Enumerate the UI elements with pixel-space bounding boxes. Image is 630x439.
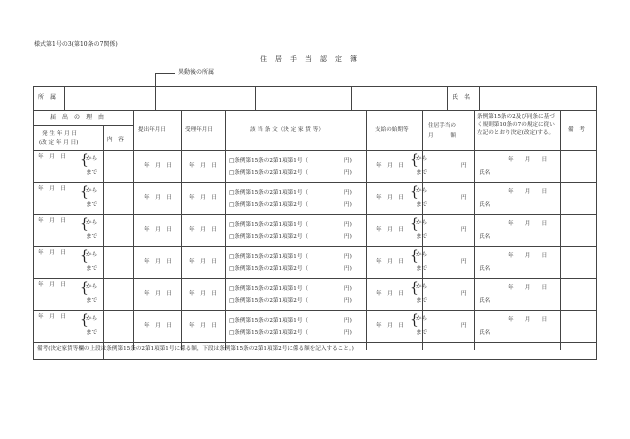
period-until-label: まで [416, 170, 428, 176]
submission-date-value: 年 月 日 [144, 323, 172, 329]
from-label: から [86, 188, 98, 194]
col-divider-submission [133, 110, 134, 350]
clause1-yen: 円) [344, 190, 352, 196]
top-row-border-top [33, 86, 597, 87]
submission-date-value: 年 月 日 [144, 227, 172, 233]
col-divider-content [103, 125, 104, 360]
clause2-checkbox[interactable]: □条例第15条の2第1項第2号（ [229, 234, 309, 240]
from-label: から [86, 220, 98, 226]
period-until-label: まで [416, 266, 428, 272]
col-divider-period [366, 110, 367, 350]
table-bottom-border [33, 359, 597, 360]
occurrence-date-value: 年 月 日 [38, 186, 66, 192]
clause1-yen: 円) [344, 254, 352, 260]
decision-name-label: 氏名 [479, 266, 491, 272]
from-label: から [86, 284, 98, 290]
footer-note: 備考(決定家賃等欄の上段は条例第15条の2第1項第1号に係る額，下段は条例第15条の2第1項第2号に係る額を記入すること。) [37, 346, 354, 352]
clause2-checkbox[interactable]: □条例第15条の2第1項第2号（ [229, 298, 309, 304]
bracket-icon: { [80, 280, 89, 296]
monthly-amount-yen: 円 [461, 195, 467, 201]
submission-date-value: 年 月 日 [144, 259, 172, 265]
table-right-border [596, 86, 597, 360]
occurrence-date-header: 発 生 年 月 日 [42, 131, 78, 137]
remarks-header: 備 考 [568, 127, 585, 133]
period-bracket-icon: { [410, 184, 419, 200]
period-bracket-icon: { [410, 312, 419, 328]
period-until-label: まで [416, 330, 428, 336]
row-border [33, 310, 597, 311]
monthly-amount-yen: 円 [461, 163, 467, 169]
top-divider-4 [447, 86, 448, 110]
payment-period-value: 年 月 日 [376, 291, 404, 297]
decision-name-label: 氏名 [479, 298, 491, 304]
occurrence-date-value: 年 月 日 [38, 282, 66, 288]
reason-header-divider [33, 125, 133, 126]
period-until-label: まで [416, 298, 428, 304]
decision-name-label: 氏名 [479, 170, 491, 176]
form-number: 様式第1号の3(第10条の7関係) [34, 41, 118, 48]
receipt-date-value: 年 月 日 [189, 323, 217, 329]
monthly-amount-yen: 円 [461, 323, 467, 329]
receipt-date-value: 年 月 日 [189, 291, 217, 297]
until-label: まで [86, 202, 98, 208]
col-divider-amount [422, 110, 423, 350]
top-row-border-bottom [33, 110, 597, 111]
revision-date-header: (改 定 年 月 日) [39, 140, 79, 146]
until-label: まで [86, 330, 98, 336]
submission-date-header: 提出年月日 [138, 127, 166, 133]
occurrence-date-value: 年 月 日 [38, 154, 66, 160]
decision-name-label: 氏名 [479, 202, 491, 208]
affiliation-divider [64, 86, 65, 110]
row-border [33, 182, 597, 183]
period-from-label: から [416, 220, 428, 226]
period-from-label: から [416, 156, 428, 162]
until-label: まで [86, 298, 98, 304]
period-from-label: から [416, 188, 428, 194]
clause1-yen: 円) [344, 286, 352, 292]
receipt-date-header: 受理年月日 [185, 127, 213, 133]
clause1-checkbox[interactable]: □条例第15条の2第1項第1号（ [229, 158, 309, 164]
clause1-yen: 円) [344, 222, 352, 228]
clause2-checkbox[interactable]: □条例第15条の2第1項第2号（ [229, 266, 309, 272]
receipt-date-value: 年 月 日 [189, 259, 217, 265]
top-divider-5 [479, 86, 480, 110]
payment-period-value: 年 月 日 [376, 259, 404, 265]
monthly-amount-header-1: 住居手当の [428, 123, 456, 129]
decision-date-value: 年 月 日 [508, 253, 548, 259]
payment-period-value: 年 月 日 [376, 323, 404, 329]
payment-period-value: 年 月 日 [376, 227, 404, 233]
monthly-amount-yen: 円 [461, 259, 467, 265]
notification-reason-header: 届 出 の 理 由 [50, 114, 105, 121]
from-label: から [86, 252, 98, 258]
transfer-bracket-top [155, 73, 175, 74]
submission-date-value: 年 月 日 [144, 291, 172, 297]
from-label: から [86, 156, 98, 162]
clause1-yen: 円) [344, 158, 352, 164]
period-bracket-icon: { [410, 152, 419, 168]
clause1-checkbox[interactable]: □条例第15条の2第1項第1号（ [229, 286, 309, 292]
row-border [33, 278, 597, 279]
period-until-label: まで [416, 234, 428, 240]
until-label: まで [86, 266, 98, 272]
payment-period-value: 年 月 日 [376, 195, 404, 201]
top-divider-3 [351, 86, 352, 110]
clause1-checkbox[interactable]: □条例第15条の2第1項第1号（ [229, 254, 309, 260]
clause1-checkbox[interactable]: □条例第15条の2第1項第1号（ [229, 318, 309, 324]
top-divider-1 [155, 86, 156, 110]
clause2-checkbox[interactable]: □条例第15条の2第1項第2号（ [229, 202, 309, 208]
name-label: 氏 名 [452, 94, 471, 101]
bracket-icon: { [80, 152, 89, 168]
row-border [33, 246, 597, 247]
clause1-checkbox[interactable]: □条例第15条の2第1項第1号（ [229, 190, 309, 196]
clause2-yen: 円) [344, 266, 352, 272]
submission-date-value: 年 月 日 [144, 163, 172, 169]
footer-border-top [33, 342, 597, 343]
content-header: 内 容 [107, 137, 124, 143]
period-bracket-icon: { [410, 216, 419, 232]
top-divider-2 [255, 86, 256, 110]
decision-date-value: 年 月 日 [508, 317, 548, 323]
row-border [33, 214, 597, 215]
col-divider-decision [474, 110, 475, 350]
header-border-bottom [33, 150, 597, 151]
decision-name-label: 氏名 [479, 234, 491, 240]
table-left-border [33, 86, 34, 360]
until-label: まで [86, 234, 98, 240]
period-from-label: から [416, 252, 428, 258]
clause2-yen: 円) [344, 330, 352, 336]
affiliation-label: 所 属 [38, 94, 57, 101]
decision-date-value: 年 月 日 [508, 221, 548, 227]
clause1-yen: 円) [344, 318, 352, 324]
period-bracket-icon: { [410, 280, 419, 296]
clause2-checkbox[interactable]: □条例第15条の2第1項第2号（ [229, 170, 309, 176]
period-from-label: から [416, 284, 428, 290]
receipt-date-value: 年 月 日 [189, 163, 217, 169]
monthly-amount-header-2: 月 額 [428, 133, 456, 139]
from-label: から [86, 316, 98, 322]
decision-date-value: 年 月 日 [508, 157, 548, 163]
occurrence-date-value: 年 月 日 [38, 314, 66, 320]
bracket-icon: { [80, 216, 89, 232]
until-label: まで [86, 170, 98, 176]
col-divider-receipt [181, 110, 182, 350]
payment-period-header: 支給の始期等 [375, 127, 409, 133]
bracket-icon: { [80, 312, 89, 328]
occurrence-date-value: 年 月 日 [38, 218, 66, 224]
clause2-yen: 円) [344, 170, 352, 176]
decision-note-header: 条例第15条の2及び同条に基づく規則第10条の7の規定に従い左記のとおり決定(改定)する。 [477, 114, 555, 137]
transfer-bracket-left [155, 73, 156, 87]
clause1-checkbox[interactable]: □条例第15条の2第1項第1号（ [229, 222, 309, 228]
decision-name-label: 氏名 [479, 330, 491, 336]
payment-period-value: 年 月 日 [376, 163, 404, 169]
bracket-icon: { [80, 248, 89, 264]
monthly-amount-yen: 円 [461, 291, 467, 297]
bracket-icon: { [80, 184, 89, 200]
decision-date-value: 年 月 日 [508, 285, 548, 291]
col-divider-remarks [560, 110, 561, 350]
occurrence-date-value: 年 月 日 [38, 250, 66, 256]
receipt-date-value: 年 月 日 [189, 227, 217, 233]
clause2-checkbox[interactable]: □条例第15条の2第1項第2号（ [229, 330, 309, 336]
applicable-clause-header: 該 当 条 文（決 定 家 賃 等） [250, 127, 324, 133]
decision-date-value: 年 月 日 [508, 189, 548, 195]
clause2-yen: 円) [344, 234, 352, 240]
receipt-date-value: 年 月 日 [189, 195, 217, 201]
submission-date-value: 年 月 日 [144, 195, 172, 201]
period-from-label: から [416, 316, 428, 322]
period-bracket-icon: { [410, 248, 419, 264]
page-title: 住 居 手 当 認 定 簿 [260, 55, 358, 63]
monthly-amount-yen: 円 [461, 227, 467, 233]
transfer-note: 異動後の所属 [178, 69, 215, 76]
clause2-yen: 円) [344, 202, 352, 208]
col-divider-clause [225, 110, 226, 350]
clause2-yen: 円) [344, 298, 352, 304]
period-until-label: まで [416, 202, 428, 208]
